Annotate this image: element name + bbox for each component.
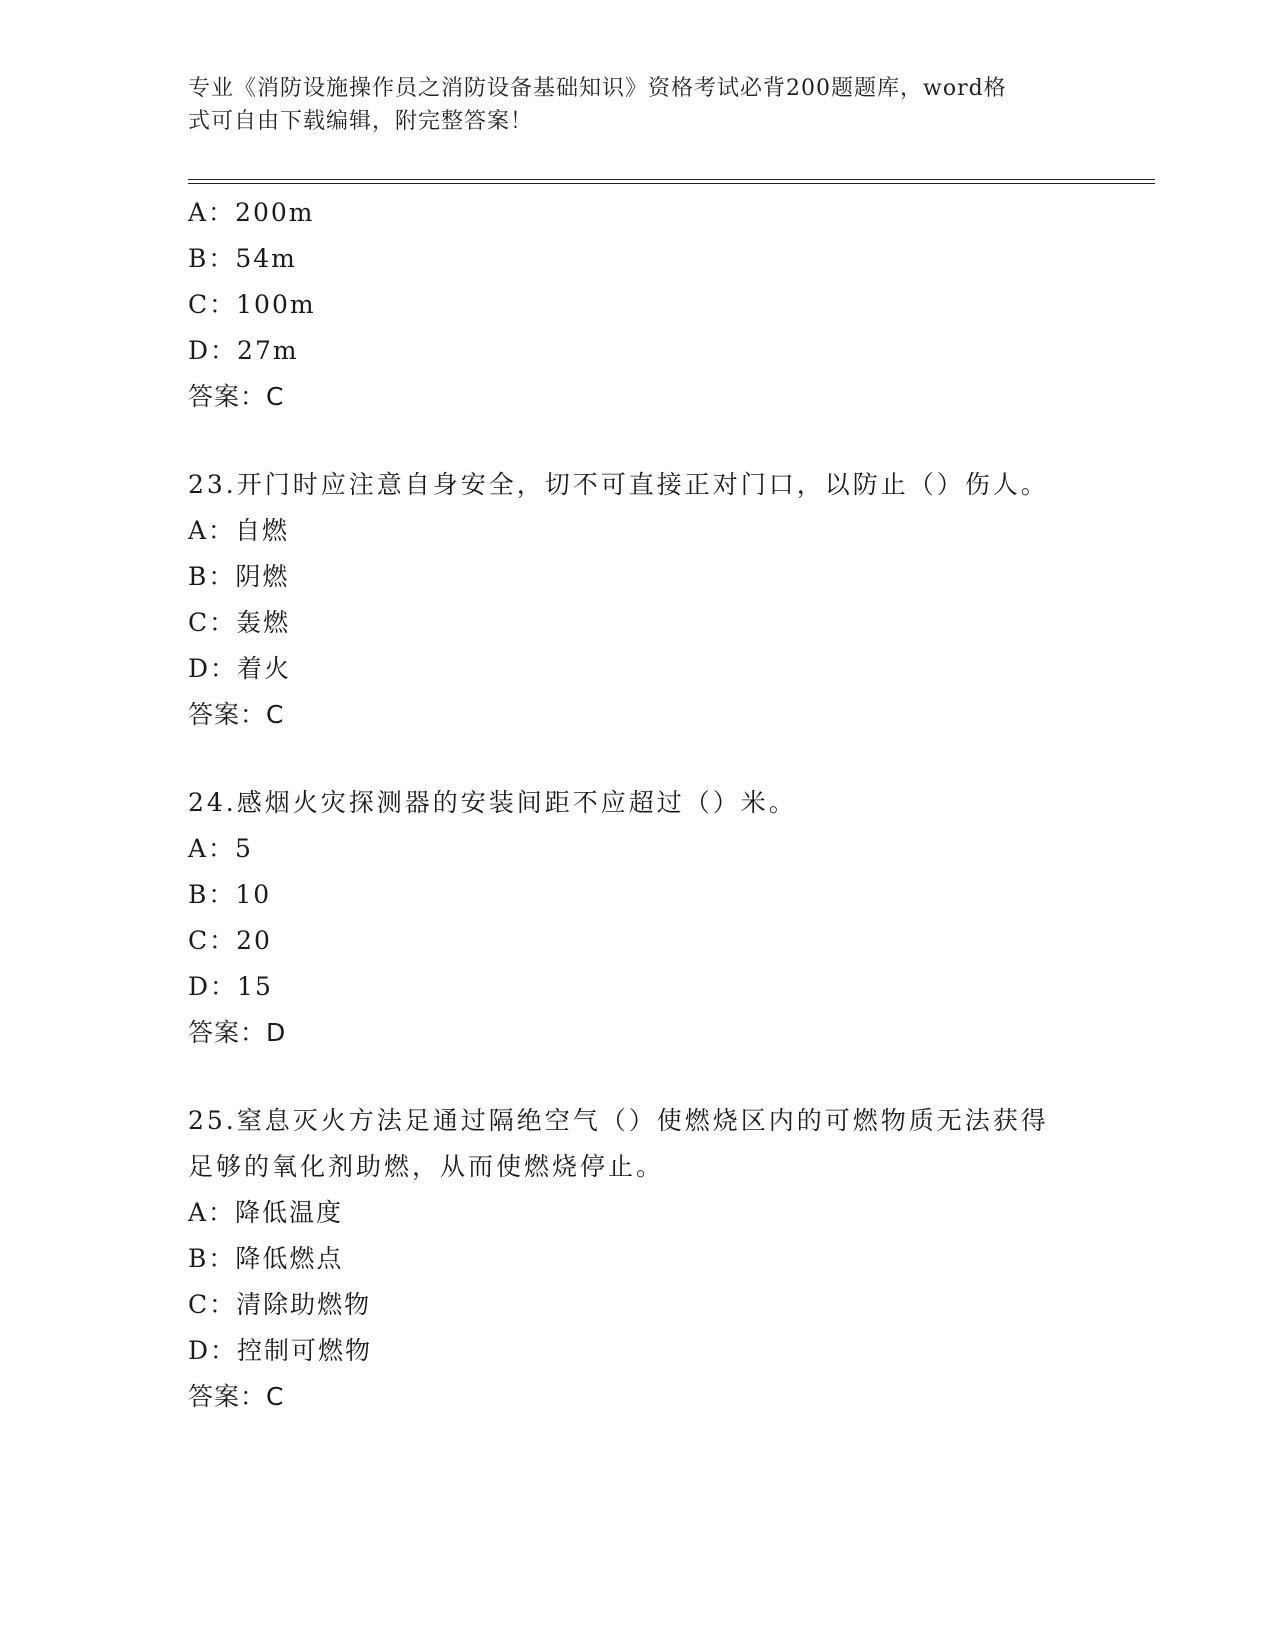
option-c: C：清除助燃物 bbox=[188, 1290, 372, 1319]
answer-line: 答案：C bbox=[188, 700, 285, 729]
question-text: 24.感烟火灾探测器的安装间距不应超过（）米。 bbox=[188, 788, 797, 817]
option-b: B：阴燃 bbox=[188, 562, 290, 591]
option-d: D：27m bbox=[188, 336, 299, 365]
question-text-line-1: 25.窒息灭火方法足通过隔绝空气（）使燃烧区内的可燃物质无法获得 bbox=[188, 1106, 1049, 1135]
answer-line: 答案：C bbox=[188, 382, 285, 411]
option-b: B：降低燃点 bbox=[188, 1244, 344, 1273]
option-d: D：控制可燃物 bbox=[188, 1336, 373, 1365]
header-line-1: 专业《消防设施操作员之消防设备基础知识》资格考试必背200题题库，word格 bbox=[188, 76, 1007, 101]
answer-line: 答案：C bbox=[188, 1382, 285, 1411]
spacer bbox=[188, 1056, 1088, 1098]
question-list bbox=[188, 190, 1088, 1420]
option-b: B：54m bbox=[188, 244, 297, 273]
spacer bbox=[188, 420, 1088, 462]
question-text: 23.开门时应注意自身安全，切不可直接正对门口，以防止（）伤人。 bbox=[188, 470, 1049, 499]
option-b: B：10 bbox=[188, 880, 272, 909]
question-text-line-2: 足够的氧化剂助燃，从而使燃烧停止。 bbox=[188, 1152, 665, 1181]
option-a: A：5 bbox=[188, 834, 253, 863]
header-line-2: 式可自由下载编辑，附完整答案！ bbox=[188, 109, 534, 134]
document-header bbox=[188, 72, 1078, 138]
question-block-22 bbox=[188, 190, 1088, 420]
header-divider-bottom bbox=[188, 183, 1155, 184]
header-divider-top bbox=[188, 179, 1155, 180]
option-c: C：100m bbox=[188, 290, 316, 319]
option-d: D：15 bbox=[188, 972, 273, 1001]
option-d: D：着火 bbox=[188, 654, 292, 683]
option-a: A：200m bbox=[188, 198, 315, 227]
option-c: C：轰燃 bbox=[188, 608, 291, 637]
spacer bbox=[188, 738, 1088, 780]
question-block-23 bbox=[188, 462, 1088, 738]
option-a: A：自燃 bbox=[188, 516, 290, 545]
question-block-24 bbox=[188, 780, 1088, 1056]
option-c: C：20 bbox=[188, 926, 272, 955]
question-block-25 bbox=[188, 1098, 1088, 1420]
option-a: A：降低温度 bbox=[188, 1198, 344, 1227]
answer-line: 答案：D bbox=[188, 1018, 287, 1047]
